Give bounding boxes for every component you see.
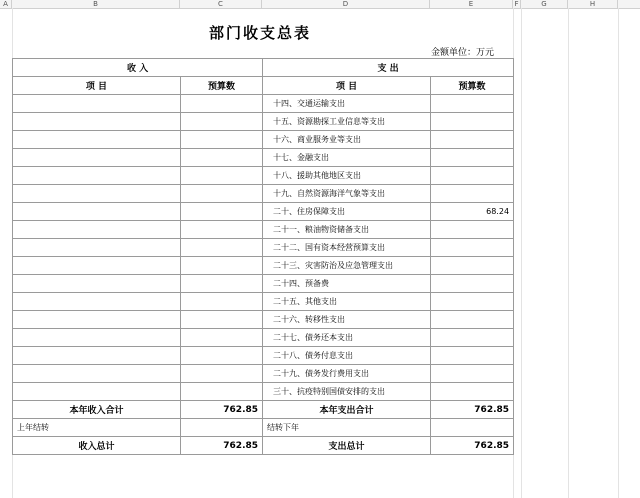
income-item-cell[interactable]	[13, 275, 181, 293]
income-budget-cell[interactable]	[181, 347, 263, 365]
income-item-cell[interactable]	[13, 293, 181, 311]
expense-item-cell[interactable]: 十六、商业服务业等支出	[263, 131, 431, 149]
year-income-value[interactable]: 762.85	[181, 401, 263, 419]
income-item-cell[interactable]	[13, 167, 181, 185]
year-expense-value[interactable]: 762.85	[431, 401, 514, 419]
expense-budget-cell[interactable]	[431, 347, 514, 365]
income-budget-cell[interactable]	[181, 95, 263, 113]
column-header-f[interactable]: F	[513, 0, 521, 8]
income-budget-cell[interactable]	[181, 113, 263, 131]
income-item-cell[interactable]	[13, 113, 181, 131]
expense-budget-cell[interactable]	[431, 365, 514, 383]
income-item-cell[interactable]	[13, 185, 181, 203]
column-header-g[interactable]: G	[521, 0, 568, 8]
income-budget-cell[interactable]	[181, 203, 263, 221]
column-header-h[interactable]: H	[568, 0, 618, 8]
table-subheader-row	[13, 77, 514, 95]
expense-budget-cell[interactable]: 68.24	[431, 203, 514, 221]
expense-item-cell[interactable]: 二十九、债务发行费用支出	[263, 365, 431, 383]
income-budget-cell[interactable]	[181, 149, 263, 167]
expense-budget-cell[interactable]	[431, 329, 514, 347]
table-row	[13, 347, 514, 365]
table-row	[13, 365, 514, 383]
expense-budget-cell[interactable]	[431, 383, 514, 401]
expense-item-cell[interactable]: 二十五、其他支出	[263, 293, 431, 311]
income-budget-cell[interactable]	[181, 167, 263, 185]
expense-item-cell[interactable]: 二十三、灾害防治及应急管理支出	[263, 257, 431, 275]
expense-total-value[interactable]: 762.85	[431, 437, 514, 455]
income-item-cell[interactable]	[13, 347, 181, 365]
income-item-cell[interactable]	[13, 365, 181, 383]
income-item-cell[interactable]	[13, 95, 181, 113]
expense-item-cell[interactable]: 二十六、转移性支出	[263, 311, 431, 329]
table-row	[13, 239, 514, 257]
table-row	[13, 293, 514, 311]
year-expense-label[interactable]: 本年支出合计	[263, 401, 431, 419]
income-budget-cell[interactable]	[181, 275, 263, 293]
income-budget-cell[interactable]	[181, 329, 263, 347]
column-header-c[interactable]: C	[180, 0, 262, 8]
column-header-a[interactable]: A	[0, 0, 12, 8]
income-item-header[interactable]: 项 目	[13, 77, 181, 95]
unit-label: 金额单位：万元	[430, 48, 494, 58]
column-header-e[interactable]: E	[430, 0, 513, 8]
income-item-cell[interactable]	[13, 311, 181, 329]
total-row-year	[13, 401, 514, 419]
expense-budget-cell[interactable]	[431, 95, 514, 113]
income-budget-cell[interactable]	[181, 293, 263, 311]
income-budget-cell[interactable]	[181, 221, 263, 239]
prev-balance-label[interactable]: 上年结转	[13, 419, 181, 437]
summary-table	[12, 58, 514, 455]
expense-budget-cell[interactable]	[431, 239, 514, 257]
expense-item-cell[interactable]: 三十、抗疫特别国债安排的支出	[263, 383, 431, 401]
table-row	[13, 257, 514, 275]
income-budget-cell[interactable]	[181, 257, 263, 275]
table-row	[13, 95, 514, 113]
expense-total-label[interactable]: 支出总计	[263, 437, 431, 455]
expense-budget-cell[interactable]	[431, 311, 514, 329]
income-header[interactable]: 收 入	[13, 59, 263, 77]
expense-budget-cell[interactable]	[431, 167, 514, 185]
expense-item-cell[interactable]: 二十一、粮油物资储备支出	[263, 221, 431, 239]
expense-header[interactable]: 支 出	[263, 59, 514, 77]
expense-budget-cell[interactable]	[431, 185, 514, 203]
income-budget-cell[interactable]	[181, 311, 263, 329]
income-item-cell[interactable]	[13, 257, 181, 275]
expense-budget-header[interactable]: 预算数	[431, 77, 514, 95]
year-income-label[interactable]: 本年收入合计	[13, 401, 181, 419]
expense-item-cell[interactable]: 十九、自然资源海洋气象等支出	[263, 185, 431, 203]
carry-forward-value[interactable]	[431, 419, 514, 437]
expense-budget-cell[interactable]	[431, 131, 514, 149]
expense-budget-cell[interactable]	[431, 293, 514, 311]
expense-budget-cell[interactable]	[431, 221, 514, 239]
income-item-cell[interactable]	[13, 203, 181, 221]
balance-row	[13, 419, 514, 437]
table-row	[13, 221, 514, 239]
income-budget-cell[interactable]	[181, 239, 263, 257]
expense-budget-cell[interactable]	[431, 149, 514, 167]
expense-item-cell[interactable]: 二十八、债务付息支出	[263, 347, 431, 365]
expense-budget-cell[interactable]	[431, 113, 514, 131]
carry-forward-label[interactable]: 结转下年	[263, 419, 431, 437]
table-row	[13, 383, 514, 401]
income-item-cell[interactable]	[13, 221, 181, 239]
table-row	[13, 167, 514, 185]
income-budget-cell[interactable]	[181, 131, 263, 149]
sheet-title: 部门收支总表	[208, 24, 311, 42]
expense-budget-cell[interactable]	[431, 275, 514, 293]
prev-balance-value[interactable]	[181, 419, 263, 437]
table-header-row	[13, 59, 514, 77]
column-header-bar	[0, 0, 640, 9]
income-item-cell[interactable]	[13, 239, 181, 257]
income-total-label[interactable]: 收入总计	[13, 437, 181, 455]
gridline	[618, 8, 619, 498]
table-row	[13, 149, 514, 167]
income-item-cell[interactable]	[13, 149, 181, 167]
expense-item-cell[interactable]: 二十、住房保障支出	[263, 203, 431, 221]
income-budget-cell[interactable]	[181, 383, 263, 401]
income-budget-header[interactable]: 预算数	[181, 77, 263, 95]
gridline	[521, 8, 522, 498]
table-row	[13, 113, 514, 131]
column-header-b[interactable]: B	[12, 0, 180, 8]
expense-item-cell[interactable]: 二十二、国有资本经营预算支出	[263, 239, 431, 257]
table-row	[13, 329, 514, 347]
income-budget-cell[interactable]	[181, 185, 263, 203]
income-item-cell[interactable]	[13, 131, 181, 149]
column-header-d[interactable]: D	[262, 0, 430, 8]
expense-item-cell[interactable]: 二十七、债务还本支出	[263, 329, 431, 347]
table-row	[13, 203, 514, 221]
table-row	[13, 311, 514, 329]
income-item-cell[interactable]	[13, 383, 181, 401]
grand-total-row	[13, 437, 514, 455]
expense-item-cell[interactable]: 十七、金融支出	[263, 149, 431, 167]
income-total-value[interactable]: 762.85	[181, 437, 263, 455]
expense-item-cell[interactable]: 十四、交通运输支出	[263, 95, 431, 113]
income-budget-cell[interactable]	[181, 365, 263, 383]
table-row	[13, 185, 514, 203]
expense-item-cell[interactable]: 十八、援助其他地区支出	[263, 167, 431, 185]
expense-item-cell[interactable]: 十五、资源勘探工业信息等支出	[263, 113, 431, 131]
table-row	[13, 131, 514, 149]
table-row	[13, 275, 514, 293]
income-item-cell[interactable]	[13, 329, 181, 347]
expense-budget-cell[interactable]	[431, 257, 514, 275]
gridline	[568, 8, 569, 498]
expense-item-cell[interactable]: 二十四、预备费	[263, 275, 431, 293]
expense-item-header[interactable]: 项 目	[263, 77, 431, 95]
